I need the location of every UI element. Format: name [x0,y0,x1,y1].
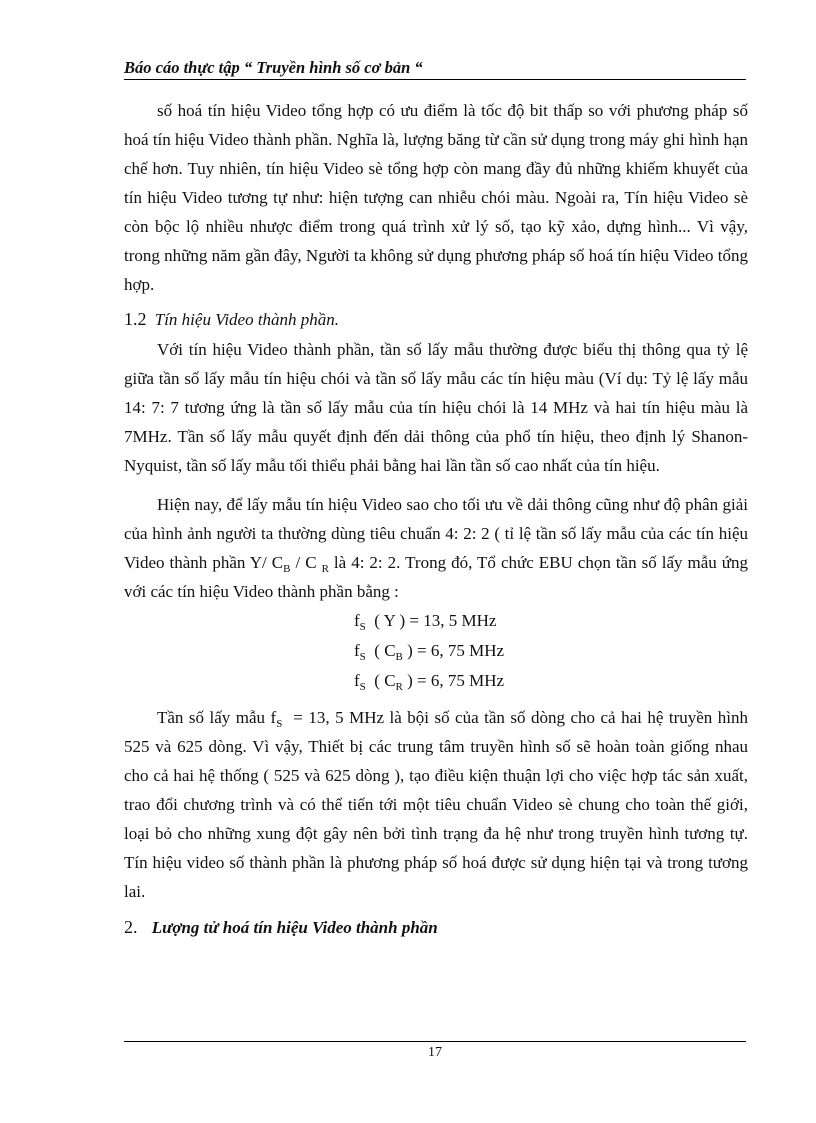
formula-inner-sub: R [395,681,403,693]
subscript-s: S [276,718,283,730]
paragraph-3-part-a: Hiện nay, để lấy mẫu tín hiệu Video sao cho tối ưu về dải thông cũng như độ phân giải của hình ảnh người ta thường dùng tiêu chuẩn 4: 2: 2 ( tỉ lệ tần số lấy mẫu của các tín hiệu Video thành phần Y/ C [124,495,748,572]
page-content [124,96,753,941]
formula-luma [354,606,748,636]
paragraph-4-part-a: Tần số lấy mẫu f [157,708,277,727]
subscript-r: R [321,563,329,575]
formula-f: f [354,671,360,690]
footer-rule [124,1041,746,1042]
formula-expr: ( C [365,641,396,660]
formula-tail: ) = 6, 75 MHz [402,641,505,660]
paragraph-3-part-b: / C [290,553,322,572]
formula-tail: ) = 6, 75 MHz [402,671,505,690]
section-2-number: 2. [124,917,138,937]
formula-expr: ( Y ) = 13, 5 MHz [365,611,497,630]
formula-cb [354,636,748,666]
paragraph-3-part-c: là 4: 2: 2. Trong đó, Tổ chức EBU chọn tần số lấy mẫu ứng với các tín hiệu Video thành phần bằng : [124,553,749,601]
formula-inner-sub: B [395,651,403,663]
header-rule [124,79,746,80]
section-2-title: Lượng tử hoá tín hiệu Video thành phần [151,918,438,937]
section-1-2-number: 1.2 [124,309,147,329]
page-header: Báo cáo thực tập “ Truyền hình số cơ bản “ [124,58,423,77]
formula-f: f [354,611,360,630]
formula-cr [354,666,748,696]
formula-expr: ( C [365,671,396,690]
paragraph-1: số hoá tín hiệu Video tổng hợp có ưu điểm là tốc độ bit thấp so với phương pháp số hoá tín hiệu Video thành phần. Nghĩa là, lượng băng từ cần sử dụng trong máy ghi hình hạn chế hơn. Tuy nhiên, tín hiệu Video sè tổng hợp còn mang đầy đủ những khiếm khuyết của tín hiệu Video tương tự như: hiện tượng can nhiễu chói màu. Ngoài ra, Tín hiệu Video sè còn bộc lộ nhiều nhược điểm trong quá trình xử lý số, tạo kỹ xảo, dựng hình... Vì vậy, trong những năm gần đây, Người ta không sử dụng phương pháp số hoá tín hiệu Video tổng hợp. [124,101,748,294]
page-number: 17 [428,1045,442,1060]
paragraph-2: Với tín hiệu Video thành phần, tần số lấy mẫu thường được biểu thị thông qua tỷ lệ giữa tần số lấy mẫu tín hiệu chói và tần số lấy mẫu các tín hiệu màu (Ví dụ: Tỷ lệ lấy mẫu 14: 7: 7 tương ứng là tần số lấy mẫu của tín hiệu chói là 14 MHz và hai tín hiệu màu là 7MHz. Tần số lấy mẫu quyết định đến dải thông của phổ tín hiệu, theo định lý Shanon- Nyquist, tần số lấy mẫu tối thiểu phải bằng hai lần tần số cao nhất của tín hiệu. [124,340,748,475]
subscript-b: B [283,563,291,575]
formula-sub: S [359,651,366,663]
section-1-2-heading [124,306,748,333]
formula-f: f [354,641,360,660]
formula-sub: S [359,621,366,633]
section-2-heading [124,914,748,941]
paragraph-4-part-b: = 13, 5 MHz là bội số của tần số dòng cho cả hai hệ truyền hình 525 và 625 dòng. Vì vậy, Thiết bị các trung tâm truyền hình số sẽ hoàn toàn giống nhau cho cả hai hệ thống ( 525 và 625 dòng ), tạo điều kiện thuận lợi cho việc hợp tác sản xuất, trao đổi chương trình và có thể tiến tới một tiêu chuẩn Video sè chung cho toàn thế giới, loại bỏ cho những xung đột gây nên bởi tình trạng đa hệ như trong truyền hình tương tự. Tín hiệu video số thành phần là phương pháp số hoá được sử dụng hiện tại và trong tương lai. [124,708,753,901]
paragraph-3 [124,490,748,606]
section-1-2-title: Tín hiệu Video thành phần. [154,310,340,329]
formula-sub: S [359,681,366,693]
paragraph-4 [124,703,753,906]
